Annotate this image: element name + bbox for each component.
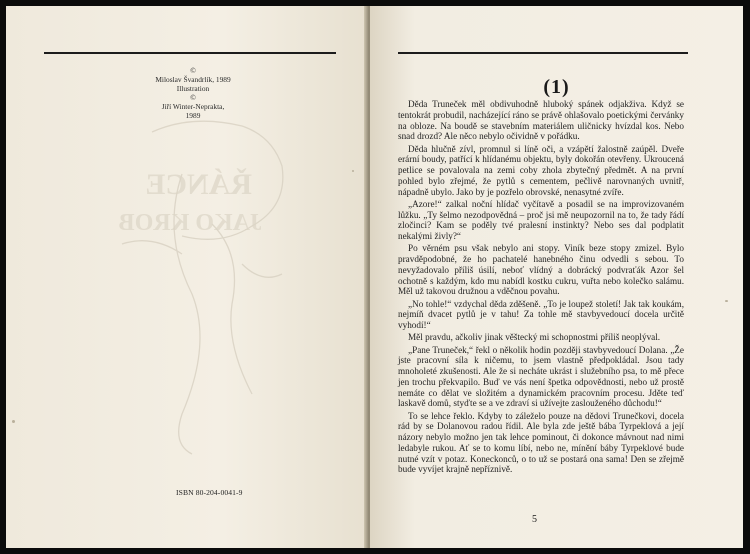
paragraph: Po věrném psu však nebylo ani stopy. Viník beze stopy zmizel. Bylo pravděpodobné, že ho pachatelé hanebného činu odvedli s sebou. To nevyžadovalo příliš úsilí, neboť vlídný a dobrácký podvraťák Azor šel ochotně s každým, kdo mu nabídl kostku cukru, vuřta nebo kolečko salámu. Měl už takovou družnou a vděčnou povahu. (398, 243, 684, 297)
left-header-rule (44, 52, 336, 54)
isbn-number: ISBN 80-204-0041-9 (176, 488, 243, 497)
paper-speck (352, 170, 354, 172)
paragraph: „No tohle!“ vzdychal děda zděšeně. „To je loupež století! Jak tak koukám, nejmíň dvacet pytlů je v tahu! Za tohle mě stavbyvedoucí docela určitě vyhodí!“ (398, 298, 684, 330)
copyright-line: Jiří Winter-Neprakta, (161, 102, 225, 111)
body-text (398, 99, 684, 477)
paragraph: To se lehce řeklo. Kdyby to záleželo pouze na dědovi Trunečkovi, docela rád by se Dolanovou radou řídil. Ale byla zde ještě bába Tyrpeklová a její názory nebylo možno jen tak lehce pominout, či dokonce mávnout nad nimi ledabyle rukou. Ať se to komu líbí, nebo ne, mínění báby Tyrpeklové bude nutné vzít v potaz. Koneckonců, o to už se postará ona sama! Den se zřejmě bude vyvíjet krajně nepříznivě. (398, 410, 684, 475)
paragraph: „Pane Truneček,“ řekl o několik hodin později stavbyvedoucí Dolana. „Že jste pracovní síla k ničemu, to jsem vlastně předpokládal. Jsou tady mnoholeté zkušenosti. Ale že si necháte ukrást i služebního psa, to mě přece jen trochu překvapilo. Buď ve vás není špetka odpovědnosti, nebo už prostě nemáte co dělat ve složitém a dynamickém pracovním procesu. Jděte teď laskavě domů, styďte se a ve zdraví si užívejte zaslouženého důchodu!“ (398, 344, 684, 409)
bleed-through-illustration (32, 104, 352, 464)
paper-speck (725, 300, 728, 302)
bleed-through-glyphs: JAKO KROB (118, 210, 262, 236)
right-header-rule (398, 52, 688, 54)
chapter-heading: (1) (543, 76, 570, 98)
paper-speck (12, 420, 15, 423)
page-number: 5 (532, 514, 537, 525)
paragraph: „Azore!“ zalkal noční hlídač vyčítavě a posadil se na improvizovaném lůžku. „Ty šelmo nezodpovědná – proč jsi mě neupozornil na to, že tady řádí zločinci? Kam se poděly tvé pralesní instinkty? Nebo ses dal podplatit nekalými živly?“ (398, 198, 684, 241)
copyright-line: © (190, 93, 196, 102)
copyright-line: © (190, 66, 196, 75)
paragraph: Děda Truneček měl obdivuhodně hluboký spánek odjakživa. Když se tentokrát probudil, nacházející ráno se právě ohlašovalo poetickými červánky na obloze. Na boudě se stavebním materiálem uličnicky hvízdal kos. Nebo snad drozd? Ale něco nebylo očividně v pořádku. (398, 99, 684, 142)
copyright-line: Illustration (176, 84, 210, 93)
paragraph: Měl pravdu, ačkoliv jinak věštecký mi schopnostmi příliš neoplýval. (408, 332, 661, 343)
bleed-through-glyphs: ŘÁNCE (145, 168, 252, 201)
copyright-line: Miloslav Švandrlík, 1989 (155, 75, 231, 84)
copyright-line: 1989 (185, 111, 201, 120)
paragraph: Děda hlučně zívl, promnul si líně oči, a vzápětí žalostně zaúpěl. Dveře erární boudy, patřící k hlídanému objektu, byly dokořán otevřeny. Ukroucená petlice se povalovala na zemi coby zhola zbytečný předmět. A na první pohled bylo zřejmé, že pytlů s cementem, pečlivě narovnaných uvnitř, nápadně ubylo. Jako by je pozřelo obrovské, nenasytné zvíře. (398, 143, 684, 197)
copyright-block (130, 66, 256, 120)
